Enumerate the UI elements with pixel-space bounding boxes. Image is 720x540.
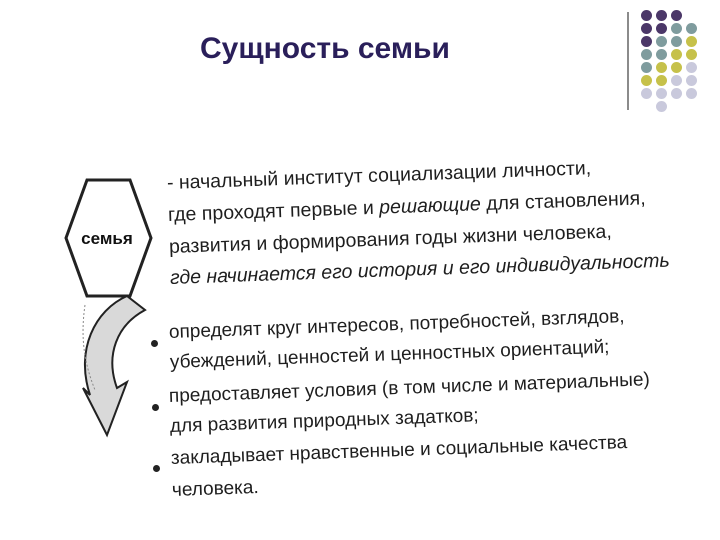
definition-line-2-start: где проходят первые и bbox=[167, 196, 380, 226]
scanned-diagram bbox=[55, 150, 675, 520]
bullet-marker bbox=[151, 340, 158, 347]
decorative-dot bbox=[686, 49, 697, 60]
decorative-dot bbox=[671, 23, 682, 34]
bullet-marker bbox=[152, 404, 159, 411]
decorative-dot bbox=[656, 62, 667, 73]
decorative-dot bbox=[656, 23, 667, 34]
decorative-dot bbox=[641, 23, 652, 34]
decorative-dot bbox=[686, 88, 697, 99]
bullet-2-line-2: для развития природных задатков; bbox=[169, 405, 480, 437]
bullet-marker bbox=[153, 465, 160, 472]
decorative-dot bbox=[656, 75, 667, 86]
decorative-dot bbox=[656, 36, 667, 47]
decorative-dot bbox=[656, 49, 667, 60]
decorative-dot bbox=[656, 88, 667, 99]
decorative-dot bbox=[671, 75, 682, 86]
page-title: Сущность семьи bbox=[200, 32, 450, 65]
decorative-dot bbox=[641, 49, 652, 60]
definition-line-3: развития и формирования годы жизни человека, bbox=[168, 220, 613, 258]
bullet-3-line-2: человека. bbox=[171, 476, 260, 501]
decorative-dot bbox=[671, 88, 682, 99]
decorative-dot bbox=[671, 36, 682, 47]
decorative-dot bbox=[671, 10, 682, 21]
decorative-dot bbox=[641, 10, 652, 21]
definition-line-2-end: для становления, bbox=[480, 187, 646, 216]
decorative-dot bbox=[656, 101, 667, 112]
bullet-1-line-2: убеждений, ценностей и ценностных ориентаций; bbox=[169, 336, 610, 373]
decorative-dot bbox=[686, 36, 697, 47]
hexagon-label: семья bbox=[81, 229, 133, 248]
bullet-3-line-1: закладывает нравственные и социальные качества bbox=[170, 432, 628, 469]
bullet-2-line-1: предоставляет условия (в том числе и материальные) bbox=[168, 369, 651, 407]
decorative-dot bbox=[671, 62, 682, 73]
title-divider-line bbox=[627, 12, 629, 110]
decorative-dot bbox=[686, 23, 697, 34]
definition-line-4: где начинается его история и его индивидуальность bbox=[169, 249, 671, 289]
curved-arrow-icon bbox=[83, 296, 145, 435]
decorative-dot bbox=[686, 75, 697, 86]
decorative-dot bbox=[686, 62, 697, 73]
decorative-dot bbox=[641, 36, 652, 47]
decorative-dot bbox=[641, 75, 652, 86]
decorative-dot bbox=[641, 62, 652, 73]
definition-emphasis: решающие bbox=[378, 193, 482, 219]
decorative-dot bbox=[641, 88, 652, 99]
definition-line-1: - начальный институт социализации личности, bbox=[166, 157, 592, 194]
bullet-1-line-1: определят круг интересов, потребностей, взглядов, bbox=[168, 306, 625, 343]
decorative-dot bbox=[671, 49, 682, 60]
decorative-dot bbox=[656, 10, 667, 21]
